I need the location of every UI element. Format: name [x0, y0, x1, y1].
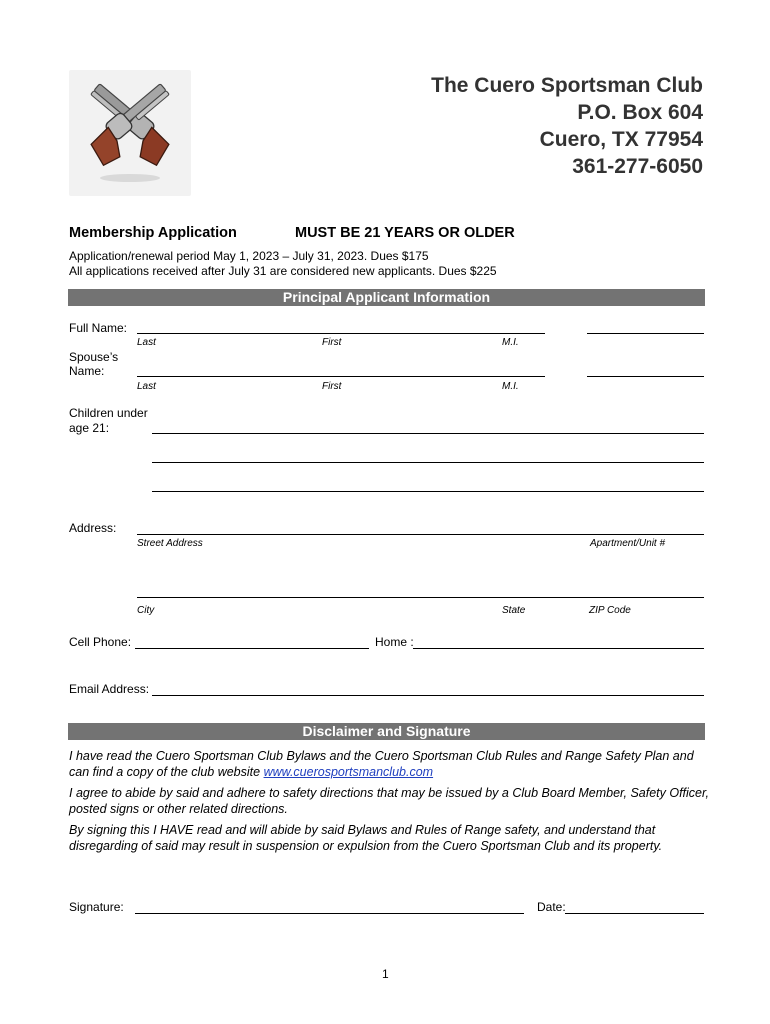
page-number: 1 — [382, 967, 389, 981]
spouse-sub-last: Last — [137, 381, 156, 392]
signature-field[interactable] — [135, 913, 524, 914]
children-field-3[interactable] — [152, 491, 704, 492]
date-field[interactable] — [565, 913, 704, 914]
club-city-state: Cuero, TX 77954 — [539, 128, 703, 151]
form-title: Membership Application — [69, 225, 237, 241]
zip-sub: ZIP Code — [589, 605, 631, 616]
disclaimer-header: Disclaimer and Signature — [68, 723, 705, 740]
club-address-block — [431, 72, 703, 180]
cell-phone-field[interactable] — [135, 648, 369, 649]
full-name-field[interactable] — [137, 333, 545, 334]
club-name: The Cuero Sportsman Club — [431, 74, 703, 97]
club-po-box: P.O. Box 604 — [577, 101, 703, 124]
principal-applicant-header: Principal Applicant Information — [68, 289, 705, 306]
disclaimer-paragraph-1-text: I have read the Cuero Sportsman Club Bylaws and the Cuero Sportsman Club Rules and Range Safety Plan and can find a copy of the club website — [69, 749, 694, 779]
age-requirement: MUST BE 21 YEARS OR OLDER — [295, 225, 515, 241]
spouse-sub-mi: M.I. — [502, 381, 519, 392]
email-label: Email Address: — [69, 682, 150, 696]
city-state-zip-field[interactable] — [137, 597, 704, 598]
children-field-1[interactable] — [152, 433, 704, 434]
home-phone-field[interactable] — [413, 648, 704, 649]
crossed-revolvers-icon — [69, 70, 191, 196]
spouse-name-extra-field[interactable] — [587, 376, 704, 377]
spouse-label-line2: Name: — [69, 364, 105, 378]
apartment-sub: Apartment/Unit # — [590, 538, 666, 549]
period-note-2: All applications received after July 31 are considered new applicants. Dues $225 — [69, 264, 497, 278]
disclaimer-paragraph-1 — [69, 748, 709, 780]
full-name-sub-first: First — [322, 337, 342, 348]
date-label: Date: — [537, 900, 566, 914]
children-label-line1: Children under — [69, 406, 148, 420]
children-label-line2: age 21: — [69, 421, 110, 435]
disclaimer-paragraph-2: I agree to abide by said and adhere to safety directions that may be issued by a Club Board Member, Safety Officer, posted signs or other related directions. — [69, 786, 709, 816]
address-label: Address: — [69, 521, 117, 535]
home-phone-label: Home : — [375, 635, 414, 649]
full-name-extra-field[interactable] — [587, 333, 704, 334]
club-website-link[interactable]: www.cuerosportsmanclub.com — [263, 765, 434, 779]
club-logo — [69, 70, 191, 196]
full-name-sub-mi: M.I. — [502, 337, 519, 348]
cell-phone-label: Cell Phone: — [69, 635, 132, 649]
email-field[interactable] — [152, 695, 704, 696]
full-name-label: Full Name: — [69, 321, 128, 335]
city-sub: City — [137, 605, 155, 616]
state-sub: State — [502, 605, 526, 616]
spouse-name-field[interactable] — [137, 376, 545, 377]
signature-label: Signature: — [69, 900, 124, 914]
street-address-field[interactable] — [137, 534, 704, 535]
club-phone: 361-277-6050 — [572, 155, 703, 178]
period-note-1: Application/renewal period May 1, 2023 – July 31, 2023. Dues $175 — [69, 249, 429, 263]
street-address-sub: Street Address — [137, 538, 203, 549]
disclaimer-paragraph-3: By signing this I HAVE read and will abide by said Bylaws and Rules of Range safety, and understand that disregarding of said may result in suspension or expulsion from the Cuero Sportsman Club and its property. — [69, 823, 663, 853]
full-name-sub-last: Last — [137, 337, 156, 348]
spouse-label-line1: Spouse’s — [69, 350, 119, 364]
spouse-sub-first: First — [322, 381, 342, 392]
children-field-2[interactable] — [152, 462, 704, 463]
